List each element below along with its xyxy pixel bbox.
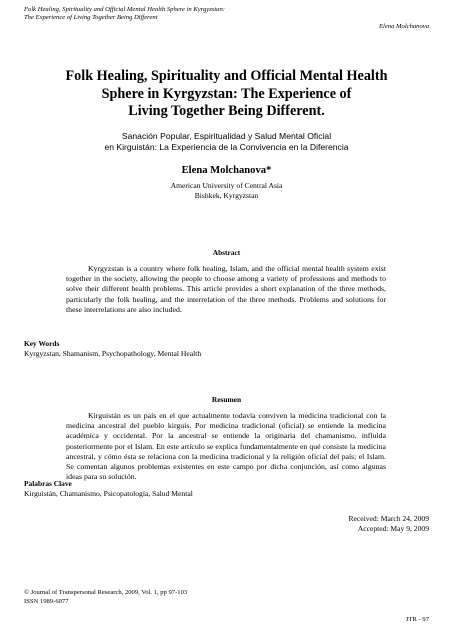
article-title [20, 68, 433, 121]
journal-issn: ISSN 1989-6077 [24, 597, 69, 605]
palabras-clave-text: Kirguistán, Chamanismo, Psicopatología, Salud Mental [24, 489, 193, 498]
affiliation-line1: American University of Central Asia [170, 181, 283, 190]
resumen-text: Kirguistán es un país en el que actualmente todavía conviven la medicina tradicional con la medicina ancestral del pueblo kirguis. Por medicina tradicional (oficial) se entiende la medicina académica y occidental. Por la ancestral se entiende la originaria del chamanismo, influida posteriormente por el Islam. En este artículo se explica fundamentalmente en qué consiste la medicina ancestral, y cómo ésta se relaciona con la medicina tradicional y la religión oficial del país; el Islam. Se comentan algunos problemas existentes en este campo por dicha conjunción, así como algunas ideas para su solución. [66, 411, 386, 482]
page-number: JTR - 97 [405, 616, 429, 623]
abstract-heading: Abstract [212, 248, 241, 257]
author-name: Elena Molchanova* [181, 165, 272, 176]
journal-citation: © Journal of Transpersonal Research, 2009, Vol. 1, pp 97-103 [24, 589, 188, 596]
running-title [24, 6, 225, 22]
subtitle-line1: Sanación Popular, Espiritualidad y Salud Mental Oficial [121, 131, 332, 141]
subtitle-line2: en Kirguistán: La Experiencia de la Convivencia en la Diferencia [104, 142, 349, 152]
keywords-text: Kyrgyzstan, Shamanism, Psychopathology, Mental Health [24, 349, 202, 358]
palabras-clave-heading: Palabras Clave [24, 479, 72, 488]
keywords-heading: Key Words [24, 339, 60, 348]
running-title-line1: Folk Healing, Spirituality and Official Mental Health Sphere in Kyrgyzstan: [24, 6, 225, 13]
affiliation-line2: Bishkek, Kyrgyzstan [194, 190, 259, 200]
submission-dates [348, 514, 429, 534]
running-author: Elena Molchanova [379, 23, 429, 30]
received-date: Received: March 24, 2009 [348, 514, 429, 523]
resumen-heading: Resumen [211, 395, 242, 404]
title-line2: Sphere in Kyrgyzstan: The Experience of [101, 85, 352, 102]
accepted-date: Accepted: May 9, 2009 [357, 524, 429, 533]
running-title-line2: The Experience of Living Together Being Different [24, 14, 158, 21]
abstract-text: Kyrgyzstan is a country where folk healing, Islam, and the official mental health system exist together in the society, allowing the people to choose among a variety of professions and methods to solve their different health problems. This article provides a short explanation of the three methods, particularly the folk healing, and the interrelation of the three methods. Problems and solutions for these interrelations are also included. [66, 264, 386, 314]
article-subtitle [30, 131, 423, 153]
title-line3: Living Together Being Different. [128, 103, 325, 119]
title-line1: Folk Healing, Spirituality and Official Mental Health [65, 68, 388, 84]
journal-footer [24, 589, 187, 606]
author-affiliation [20, 181, 433, 200]
